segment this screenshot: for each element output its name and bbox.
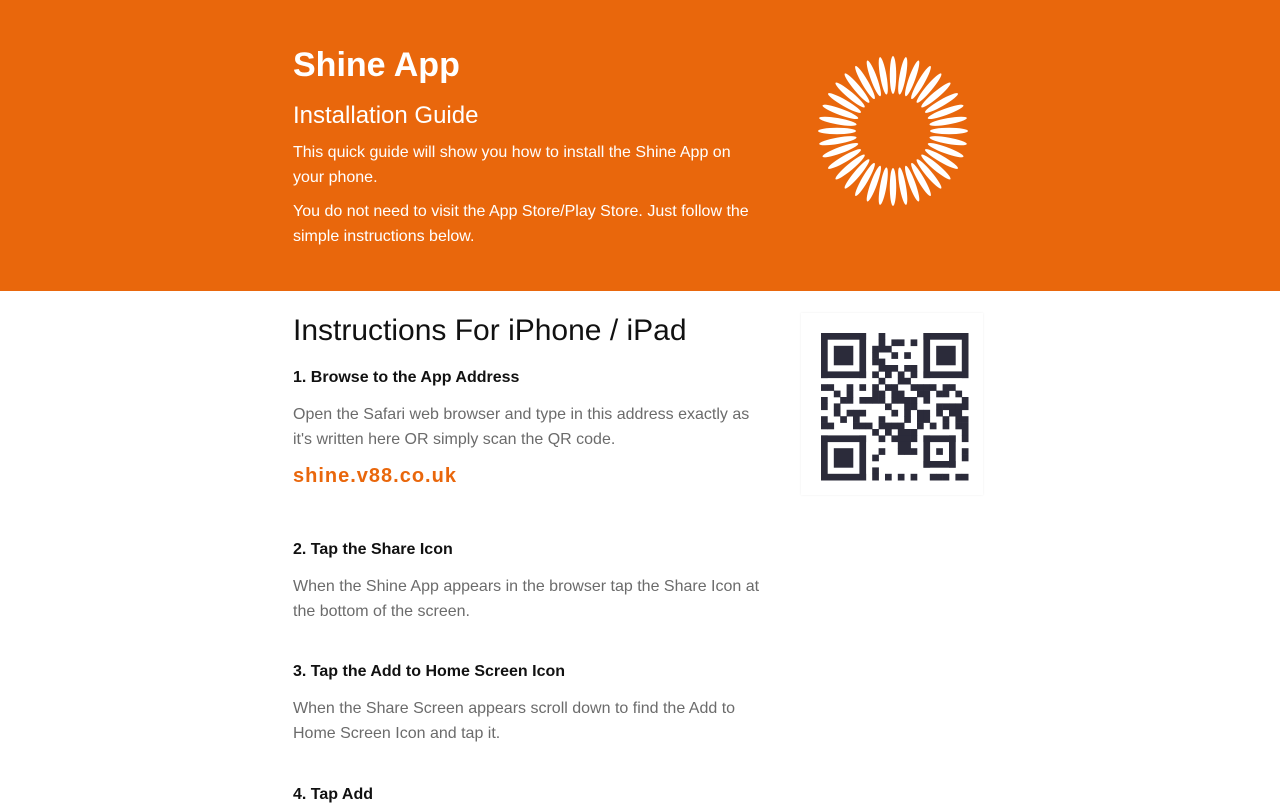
step-body: Open the Safari web browser and type in this address exactly as it's written here OR simply scan the QR code. (293, 406, 750, 448)
hero-text (293, 44, 763, 249)
instructions-section (293, 312, 763, 806)
app-address-link[interactable]: shine.v88.co.uk (293, 465, 457, 487)
step-title: 2. Tap the Share Icon (293, 541, 453, 558)
sunburst-logo-icon (813, 51, 973, 211)
step-3 (293, 661, 763, 746)
qr-code-card (801, 313, 983, 495)
step-4 (293, 784, 763, 806)
step-1 (293, 367, 763, 488)
step-body: When the Share Screen appears scroll down to find the Add to Home Screen Icon and tap it. (293, 700, 736, 742)
page-subtitle: Installation Guide (293, 102, 479, 129)
step-title: 4. Tap Add (293, 786, 373, 803)
app-title: Shine App (293, 46, 460, 84)
step-title: 1. Browse to the App Address (293, 369, 520, 386)
hero-banner (0, 0, 1280, 291)
intro-paragraph-2: You do not need to visit the App Store/Play Store. Just follow the simple instructions below. (293, 203, 749, 245)
intro-paragraph-1: This quick guide will show you how to install the Shine App on your phone. (293, 144, 731, 186)
qr-code-icon (801, 313, 983, 495)
step-2 (293, 539, 763, 624)
step-title: 3. Tap the Add to Home Screen Icon (293, 663, 566, 680)
instructions-heading: Instructions For iPhone / iPad (293, 314, 687, 347)
step-body: When the Shine App appears in the browser tap the Share Icon at the bottom of the screen. (293, 578, 760, 620)
